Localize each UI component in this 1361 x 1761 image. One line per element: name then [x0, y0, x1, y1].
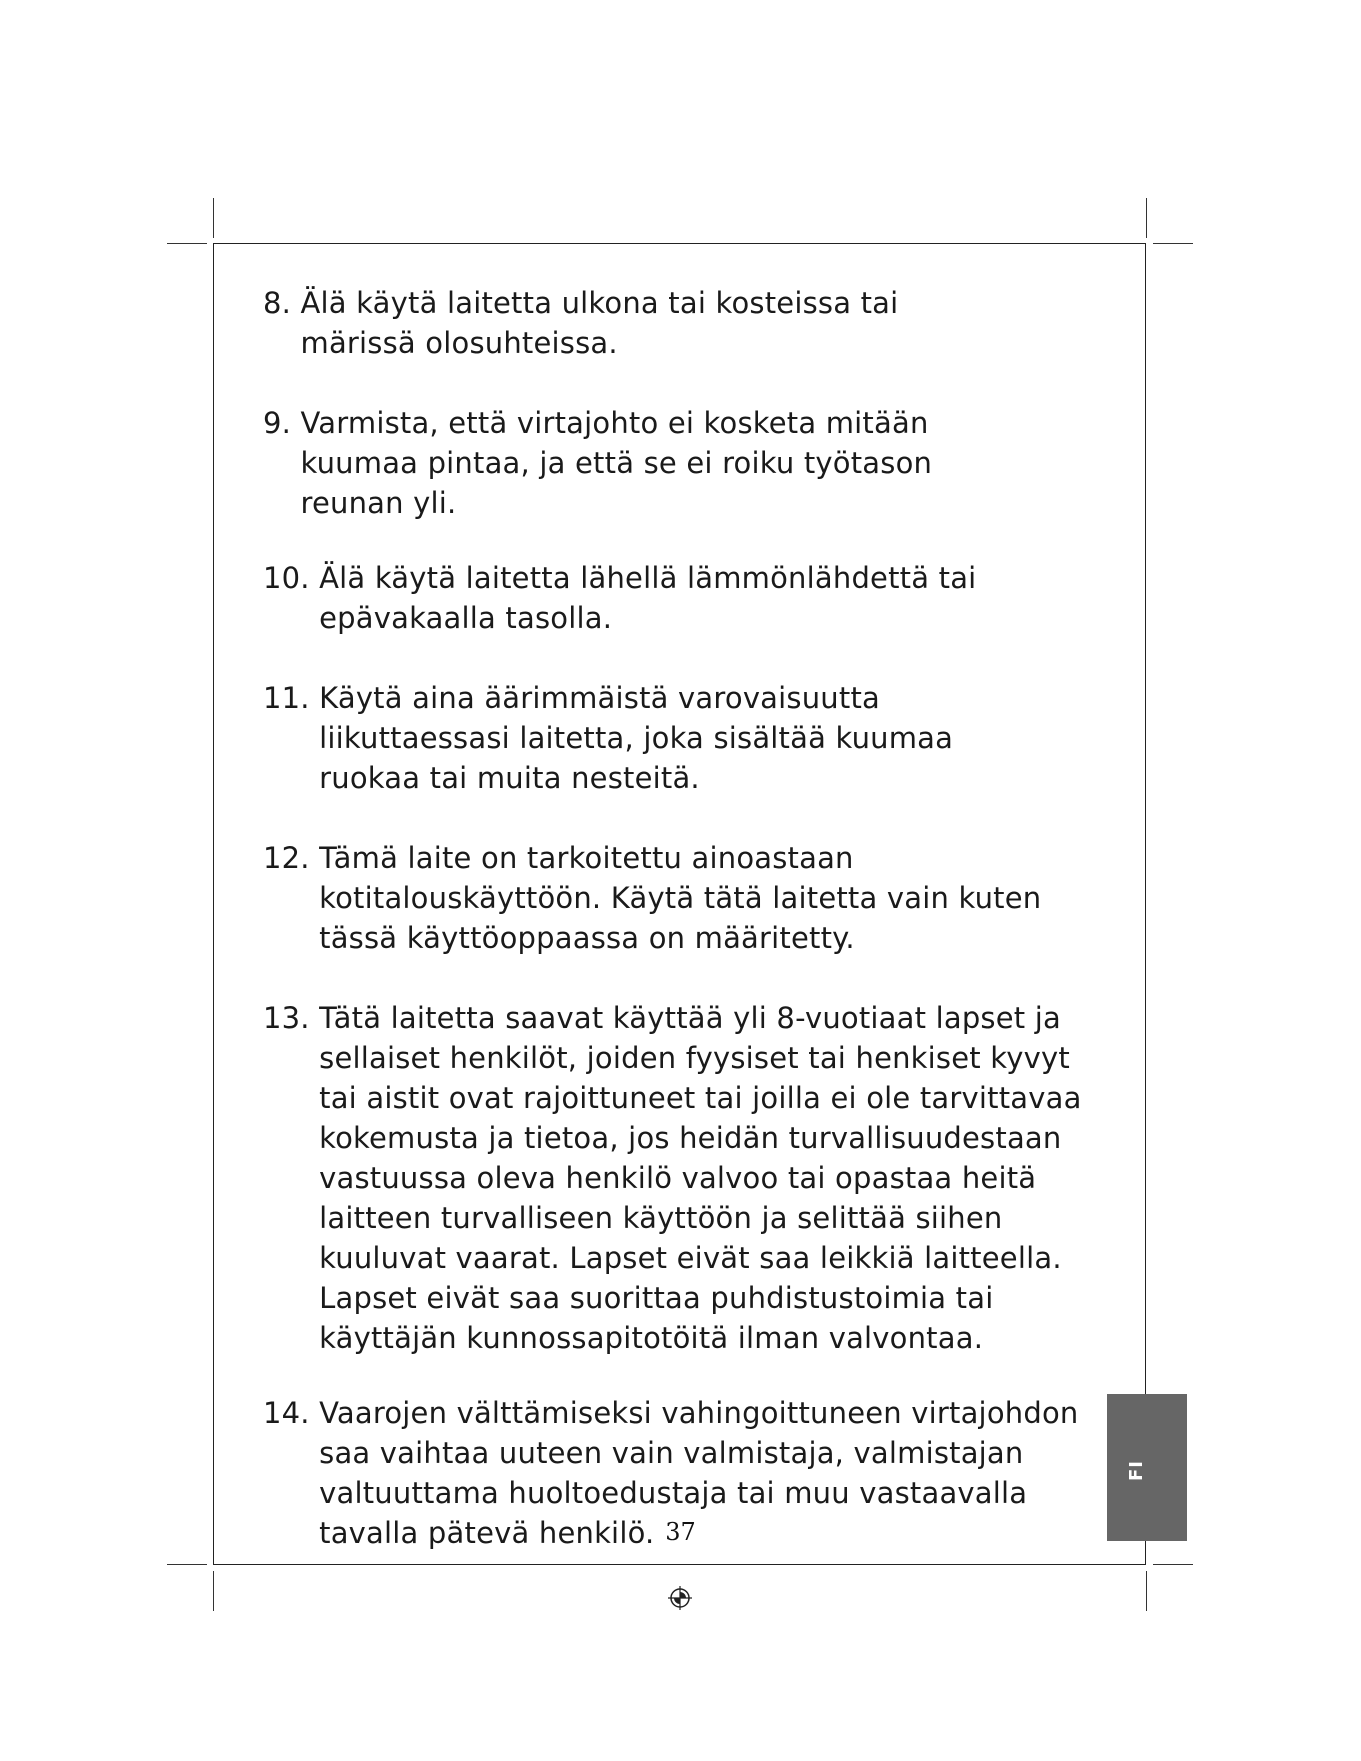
crop-mark-top-right-h — [1153, 243, 1193, 244]
list-item — [263, 558, 1103, 638]
item-number: 9. — [263, 406, 301, 440]
crop-mark-top-left-h — [167, 243, 207, 244]
item-text: Varmista, että virtajohto ei kosketa mitään kuumaa pintaa, ja että se ei roiku työtason reunan yli. — [300, 406, 933, 520]
crop-mark-bottom-right-h — [1153, 1564, 1193, 1565]
crop-mark-top-right-v — [1146, 198, 1147, 238]
item-text: Tämä laite on tarkoitettu ainoastaan kotitalouskäyttöön. Käytä tätä laitetta vain kuten tässä käyttöoppaassa on määritetty. — [319, 841, 1042, 955]
language-tab — [1107, 1394, 1187, 1541]
item-text: Älä käytä laitetta ulkona tai kosteissa tai märissä olosuhteissa. — [300, 286, 899, 360]
item-text: Vaarojen välttämiseksi vahingoittuneen virtajohdon saa vaihtaa uuteen vain valmistaja, valmistajan valtuuttama huoltoedustaja tai muu vastaavalla tavalla pätevä henkilö. — [319, 1396, 1079, 1550]
crop-mark-bottom-right-v — [1146, 1571, 1147, 1611]
item-number: 12. — [263, 841, 320, 875]
item-number: 13. — [263, 1001, 320, 1035]
list-item — [263, 838, 1103, 958]
crop-mark-bottom-left-h — [167, 1564, 207, 1565]
crop-mark-top-left-v — [213, 198, 214, 238]
page-number: 37 — [665, 1518, 696, 1546]
crop-mark-bottom-left-v — [213, 1571, 214, 1611]
item-number: 10. — [263, 561, 320, 595]
item-number: 11. — [263, 681, 320, 715]
list-item — [263, 678, 1103, 798]
item-number: 8. — [263, 286, 301, 320]
registration-mark-icon — [665, 1583, 695, 1613]
safety-instructions-list — [263, 283, 1103, 1553]
item-text: Tätä laitetta saavat käyttää yli 8-vuotiaat lapset ja sellaiset henkilöt, joiden fyysiset tai henkiset kyvyt tai aistit ovat rajoittuneet tai joilla ei ole tarvittavaa kokemusta ja tietoa, jos heidän turvallisuudestaan vastuussa oleva henkilö valvoo tai opastaa heitä laitteen turvalliseen käyttöön ja selittää siihen kuuluvat vaarat. Lapset eivät saa leikkiä laitteella. Lapset eivät saa suorittaa puhdistustoimia tai käyttäjän kunnossapitotöitä ilman valvontaa. — [319, 1001, 1082, 1355]
list-item — [263, 283, 1103, 363]
list-item — [263, 998, 1103, 1358]
item-text: Käytä aina äärimmäistä varovaisuutta liikuttaessasi laitetta, joka sisältää kuumaa ruokaa tai muita nesteitä. — [319, 681, 954, 795]
item-number: 14. — [263, 1396, 320, 1430]
list-item — [263, 403, 1103, 523]
language-tab-label: FI — [1126, 1460, 1147, 1481]
item-text: Älä käytä laitetta lähellä lämmönlähdettä tai epävakaalla tasolla. — [319, 561, 977, 635]
